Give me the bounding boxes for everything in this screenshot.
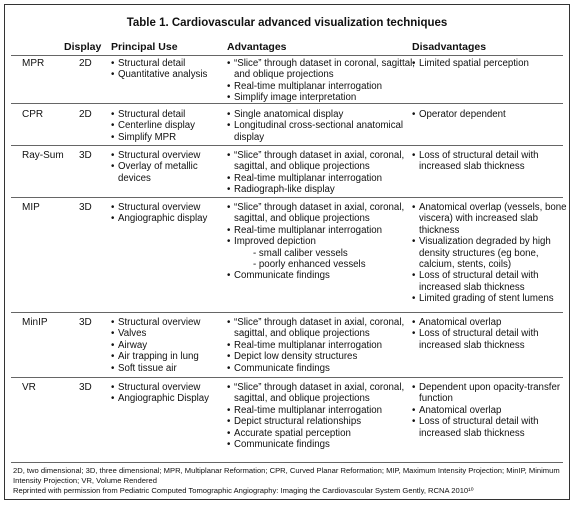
principal-use-list [111,150,221,184]
list-item: • Loss of structural detail with increased slab thickness [412,150,572,173]
list-item: • Communicate findings [227,363,415,374]
row-divider [11,312,563,313]
list-item: • Angiographic display [111,213,221,224]
list-item: • Air trapping in lung [111,351,221,362]
header-display: Display [64,41,102,53]
list-item: • Real-time multiplanar interrogation [227,81,415,92]
disadvantages-list [412,202,572,305]
list-item: • Communicate findings [227,439,415,450]
disadvantages-list [412,109,572,120]
list-item: • Simplify MPR [111,132,221,143]
list-item: • Structural overview [111,382,221,393]
list-item: • Anatomical overlap [412,405,572,416]
disadvantages-list [412,58,572,69]
principal-use-list [111,202,221,225]
list-item: • Depict structural relationships [227,416,415,427]
display-dimension: 3D [79,317,92,328]
list-item: • Anatomical overlap (vessels, bone viscera) with increased slab thickness [412,202,572,236]
list-item: • Quantitative analysis [111,69,221,80]
list-item: • “Slice” through dataset in axial, coronal, sagittal, and oblique projections [227,150,415,173]
display-dimension: 3D [79,382,92,393]
principal-use-list [111,58,221,81]
principal-use-list [111,317,221,374]
disadvantages-list [412,150,572,173]
list-item: • Centerline display [111,120,221,131]
row-divider [11,145,563,146]
display-dimension: 2D [79,109,92,120]
list-item: • Structural detail [111,109,221,120]
reprint-note: Reprinted with permission from Pediatric Computed Tomographic Angiography: Imaging the Cardiovascular System Gently, RCNA 2010¹⁰ [13,486,474,495]
advantages-list [227,150,415,196]
list-item: • Valves [111,328,221,339]
list-item: • Visualization degraded by high density structures (eg bone, calcium, stents, coils) [412,236,572,270]
list-item: • “Slice” through dataset in axial, coronal, sagittal, and oblique projections [227,317,415,340]
list-item: • Single anatomical display [227,109,415,120]
row-divider [11,197,563,198]
list-item: • Limited grading of stent lumens [412,293,572,304]
table-header [5,41,569,55]
list-item: • Overlay of metallic devices [111,161,221,184]
list-item: • Simplify image interpretation [227,92,415,103]
list-item: • “Slice” through dataset in axial, coronal, sagittal, and oblique projections [227,382,415,405]
list-item: • Real-time multiplanar interrogation [227,405,415,416]
header-disadvantages: Disadvantages [412,41,487,53]
display-dimension: 3D [79,150,92,161]
list-item: • Structural overview [111,317,221,328]
row-divider [11,103,563,104]
list-item: • Operator dependent [412,109,572,120]
list-item: • Soft tissue air [111,363,221,374]
header-divider [11,55,563,56]
technique-name: CPR [22,109,44,120]
advantages-list [227,202,415,282]
technique-name: VR [22,382,36,393]
advantages-list [227,58,415,104]
header-principal-use: Principal Use [111,41,178,53]
advantages-list [227,317,415,374]
advantages-list [227,109,415,143]
list-item: • Radiograph-like display [227,184,415,195]
list-item: • Longitudinal cross-sectional anatomical display [227,120,415,143]
list-item: • Airway [111,340,221,351]
list-item: • Communicate findings [227,270,415,281]
list-item: • Angiographic Display [111,393,221,404]
list-item: • Depict low density structures [227,351,415,362]
list-item: • Structural detail [111,58,221,69]
list-item: • Loss of structural detail with increased slab thickness [412,328,572,351]
table-frame [4,4,570,500]
row-divider [11,377,563,378]
technique-name: Ray-Sum [22,150,64,161]
display-dimension: 3D [79,202,92,213]
technique-name: MIP [22,202,40,213]
list-item: • Loss of structural detail with increased slab thickness [412,416,572,439]
list-item: • “Slice” through dataset in axial, coronal, sagittal, and oblique projections [227,202,415,225]
list-item: • Real-time multiplanar interrogation [227,225,415,236]
display-dimension: 2D [79,58,92,69]
list-item: • “Slice” through dataset in coronal, sagittal, and oblique projections [227,58,415,81]
table-footnote [13,466,565,496]
principal-use-list [111,109,221,143]
sub-list-item: - small caliber vessels [227,248,415,259]
list-item: • Loss of structural detail with increased slab thickness [412,270,572,293]
list-item: • Limited spatial perception [412,58,572,69]
technique-name: MPR [22,58,45,69]
list-item: • Real-time multiplanar interrogation [227,173,415,184]
principal-use-list [111,382,221,405]
disadvantages-list [412,382,572,439]
list-item: • Improved depiction [227,236,415,247]
table-title: Table 1. Cardiovascular advanced visualization techniques [126,17,448,29]
sub-list-item: - poorly enhanced vessels [227,259,415,270]
technique-name: MinIP [22,317,48,328]
advantages-list [227,382,415,450]
list-item: • Real-time multiplanar interrogation [227,340,415,351]
list-item: • Structural overview [111,150,221,161]
list-item: • Dependent upon opacity-transfer function [412,382,572,405]
list-item: • Accurate spatial perception [227,428,415,439]
disadvantages-list [412,317,572,351]
header-advantages: Advantages [227,41,287,53]
list-item: • Structural overview [111,202,221,213]
list-item: • Anatomical overlap [412,317,572,328]
footer-divider [11,462,563,463]
abbreviations-note: 2D, two dimensional; 3D, three dimensional; MPR, Multiplanar Reformation; CPR, Curved Planar Reformation; MIP, Maximum Intensity Projection; MinIP, Minimum Intensity Projection; VR, Volume Rendered [13,466,560,485]
